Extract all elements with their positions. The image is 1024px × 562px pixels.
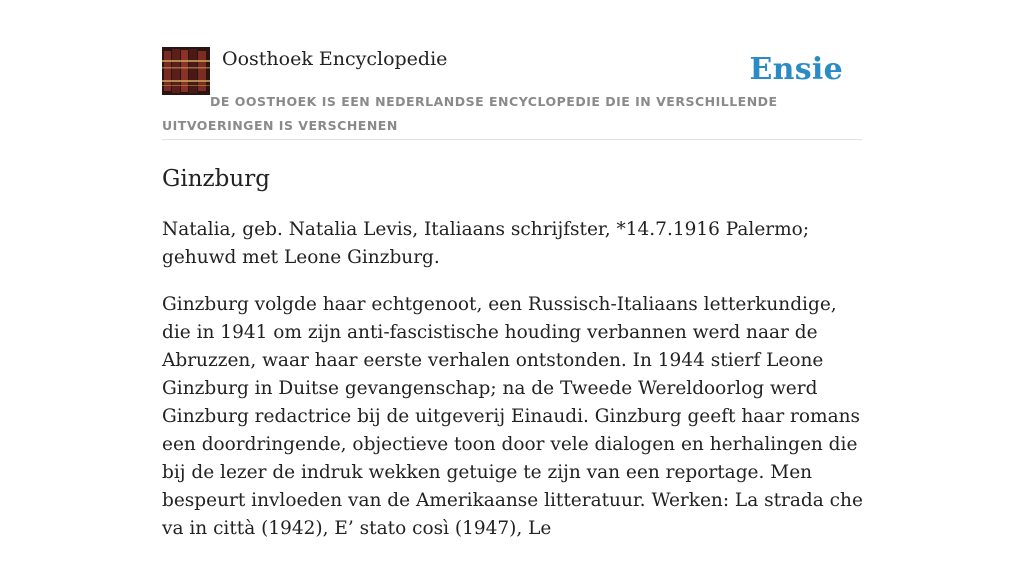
article-title: Ginzburg — [162, 166, 270, 192]
article-paragraph: Ginzburg volgde haar echtgenoot, een Russisch-Italiaans letterkundige, die in 1941 om zijn anti-fascistische houding verbannen werd naar de Abruzzen, waar haar eerste verhalen ontstonden. In 1944 stierf Leone Ginzburg in Duitse gevangenschap; na de Tweede Wereldoorlog werd Ginzburg redactrice bij de uitgeverij Einaudi. Ginzburg geeft haar romans een doordringende, objectieve toon door vele dialogen en herhalingen die bij de lezer de indruk wekken getuige te zijn van een reportage. Men bespeurt invloeden van de Amerikaanse litteratuur. Werken: La strada che va in città (1942), E’ stato così (1947), Le — [162, 294, 863, 539]
article-paragraph: Natalia, geb. Natalia Levis, Italiaans schrijfster, *14.7.1916 Palermo; gehuwd met Leone Ginzburg. — [162, 219, 810, 268]
site-header — [162, 46, 862, 140]
site-name[interactable]: Oosthoek Encyclopedie — [222, 48, 448, 70]
brand-logo[interactable]: Ensie — [749, 52, 843, 87]
encyclopedia-books-icon[interactable] — [162, 47, 210, 95]
article — [162, 161, 867, 562]
site-tagline: DE OOSTHOEK IS EEN NEDERLANDSE ENCYCLOPEDIE DIE IN VERSCHILLENDE UITVOERINGEN IS VERSCHENEN — [162, 94, 778, 133]
